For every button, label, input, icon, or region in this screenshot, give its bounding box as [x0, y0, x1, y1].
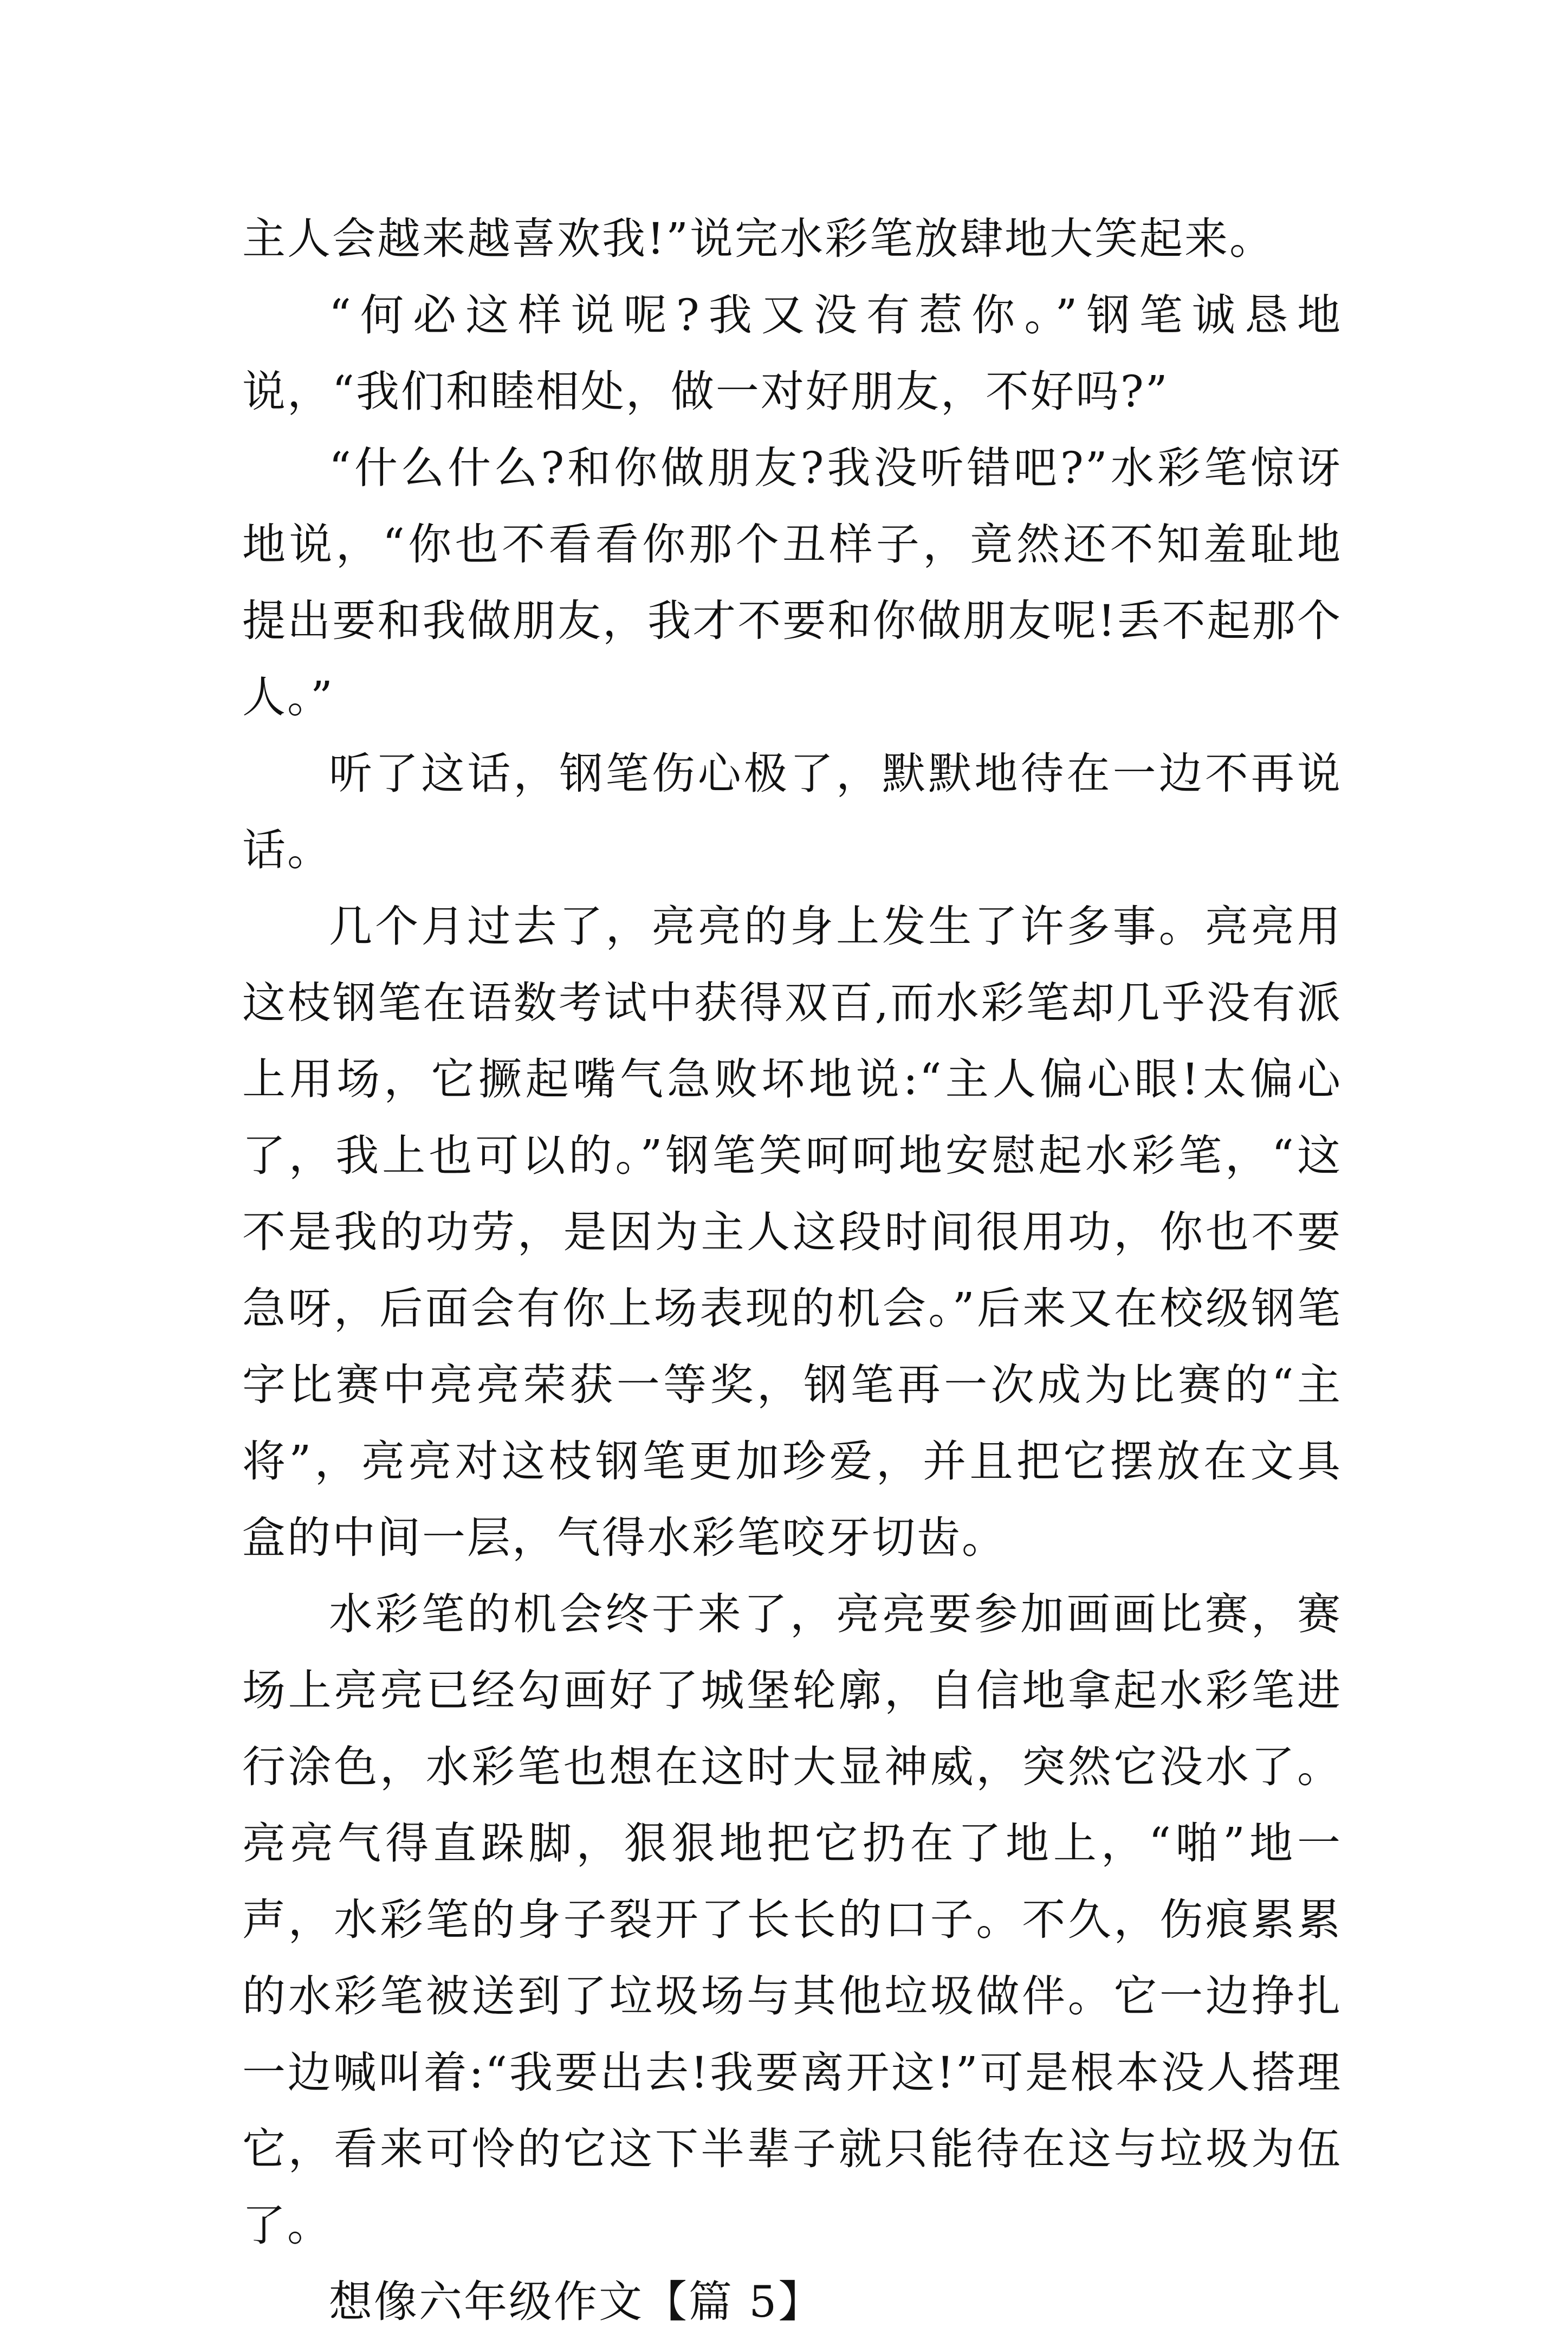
- section-heading: 想像六年级作文【篇 5】: [329, 2277, 824, 2327]
- document-body: [242, 201, 1342, 2340]
- paragraph-1: 主人会越来越喜欢我!”说完水彩笔放肆地大笑起来。: [242, 214, 1275, 264]
- paragraph-4: 听了这话，钢笔伤心极了，默默地待在一边不再说话。: [242, 748, 1342, 875]
- paragraph-3: “什么什么?和你做朋友?我没听错吧?”水彩笔惊讶地说，“你也不看看你那个丑样子，竟然还不知羞耻地提出要和我做朋友，我才不要和你做朋友呢!丢不起那个人。”: [242, 443, 1342, 722]
- paragraph-5: 几个月过去了，亮亮的身上发生了许多事。亮亮用这枝钢笔在语数考试中获得双百,而水彩笔却几乎没有派上用场，它撅起嘴气急败坏地说:“主人偏心眼!太偏心了，我上也可以的。”钢笔笑呵呵地安慰起水彩笔，“这不是我的功劳，是因为主人这段时间很用功，你也不要急呀，后面会有你上场表现的机会。”后来又在校级钢笔字比赛中亮亮荣获一等奖，钢笔再一次成为比赛的“主将”，亮亮对这枝钢笔更加珍爱，并且把它摆放在文具盒的中间一层，气得水彩笔咬牙切齿。: [242, 901, 1342, 1563]
- paragraph-6: 水彩笔的机会终于来了，亮亮要参加画画比赛，赛场上亮亮已经勾画好了城堡轮廓，自信地拿起水彩笔进行涂色，水彩笔也想在这时大显神威，突然它没水了。亮亮气得直跺脚，狠狠地把它扔在了地上，“啪”地一声，水彩笔的身子裂开了长长的口子。不久，伤痕累累的水彩笔被送到了垃圾场与其他垃圾做伴。它一边挣扎一边喊叫着:“我要出去!我要离开这!”可是根本没人搭理它，看来可怜的它这下半辈子就只能待在这与垃圾为伍了。: [242, 1589, 1342, 2251]
- paragraph-2: “何必这样说呢?我又没有惹你。”钢笔诚恳地说，“我们和睦相处，做一对好朋友，不好吗?”: [242, 290, 1342, 417]
